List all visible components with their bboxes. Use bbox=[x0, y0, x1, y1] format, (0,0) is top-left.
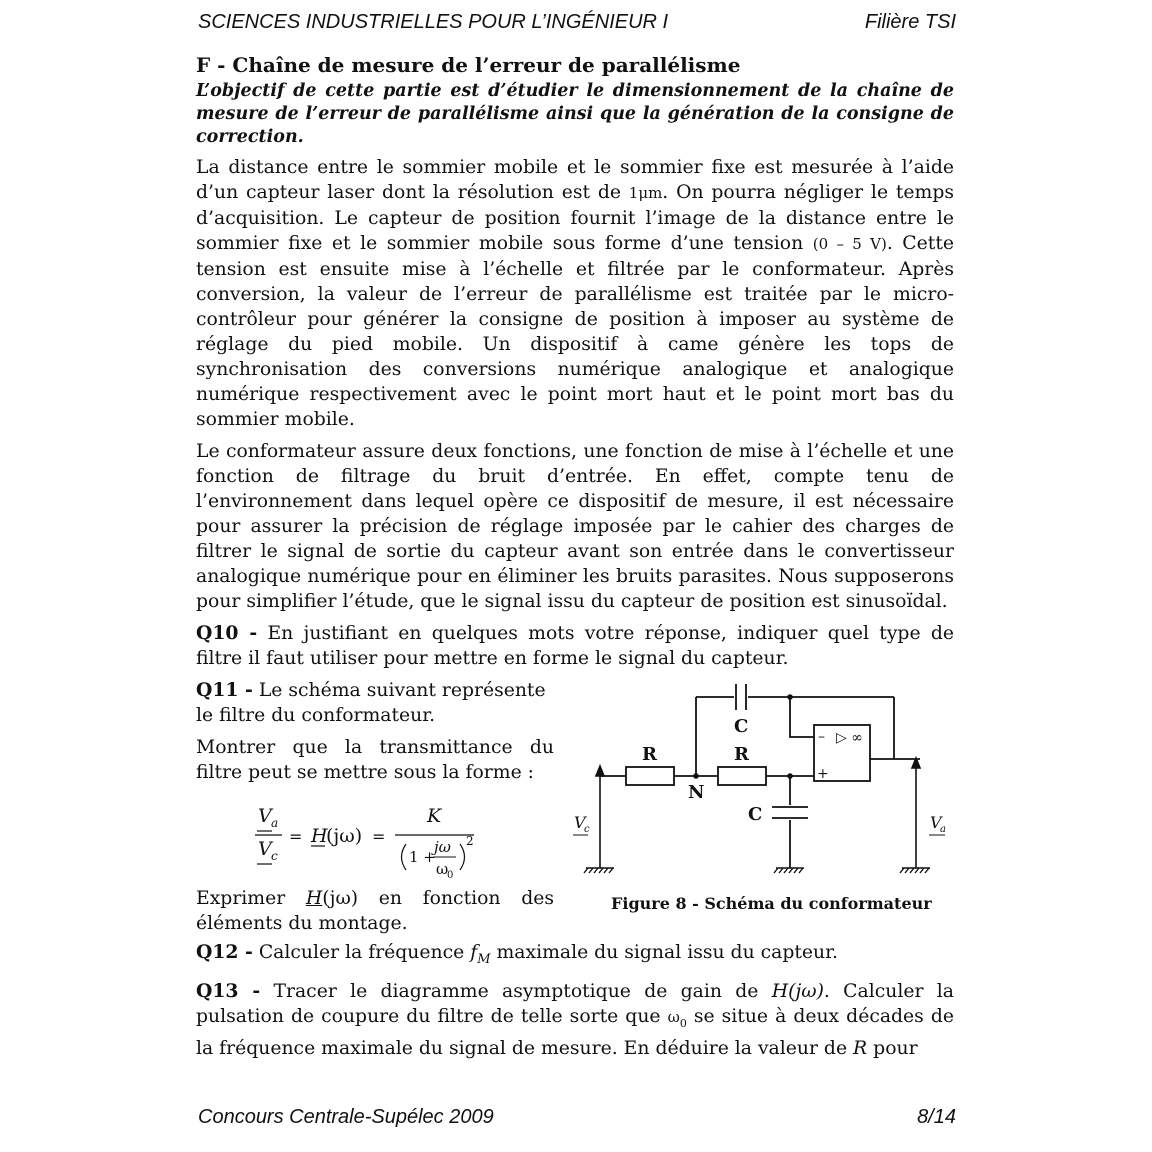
p1-text-a: La distance entre le sommier mobile et le sommier fixe est mesurée à l’aide d’un capteur laser dont la résolution est de bbox=[196, 157, 954, 203]
q13-text-a: Tracer le diagramme asymptotique de gain de bbox=[260, 980, 772, 1002]
formula-eq1: = bbox=[289, 827, 303, 846]
q12-text-a: Calculer la fréquence bbox=[252, 942, 471, 963]
label-vc-sub: c bbox=[584, 824, 590, 835]
ground-2-hatch bbox=[774, 868, 803, 873]
header-right: Filière TSI bbox=[864, 11, 956, 33]
q11-text-3b: en fonction des éléments du montage. bbox=[196, 888, 554, 934]
opamp-plus: + bbox=[817, 766, 829, 782]
label-vc: V bbox=[574, 813, 586, 832]
junction-n bbox=[694, 774, 698, 778]
q11-text-2: Montrer que la transmittance du filtre peut se mettre sous la forme : bbox=[196, 737, 554, 783]
q13-text-b: . Calculer la pulsation de coupure du filtre de telle sorte que bbox=[196, 980, 954, 1027]
p1-voltage-range: (0 – 5 V) bbox=[812, 235, 887, 253]
question-11 bbox=[196, 678, 554, 728]
q10-label: Q10 - bbox=[196, 622, 258, 644]
q13-r: R bbox=[853, 1037, 868, 1059]
q11-block bbox=[196, 678, 954, 940]
resistor-r2 bbox=[718, 767, 766, 785]
q11-h-jw bbox=[306, 888, 358, 909]
formula-vc-sub: c bbox=[271, 849, 278, 863]
q11-text: Le schéma suivant représente le filtre du conformateur. bbox=[196, 680, 546, 726]
label-va-sub: a bbox=[940, 824, 946, 835]
q13-label: Q13 - bbox=[196, 979, 261, 1002]
transmittance-formula bbox=[196, 792, 554, 882]
formula-h: H bbox=[311, 825, 328, 847]
page-footer bbox=[198, 1106, 956, 1134]
paragraph-2: Le conformateur assure deux fonctions, une fonction de mise à l’échelle et une fonction de filtrage du bruit d’entrée. En effet, compte tenu de l’environnement dans lequel opère ce dispositif de mesure, il est nécessaire pour assurer la précision de réglage imposée par le cahier des charges de filtrer le signal de sortie du capteur avant son entrée dans le convertisseur analogique numérique pour en éliminer les bruits parasites. Nous supposerons pour simplifier l’étude, que le signal issu du capteur de position est sinusoïdal. bbox=[196, 441, 954, 612]
q13-h: H(jω) bbox=[771, 980, 824, 1002]
junction-top bbox=[788, 695, 792, 699]
q12-label: Q12 - bbox=[196, 941, 253, 963]
question-13 bbox=[196, 979, 954, 1061]
formula-rparen bbox=[460, 844, 465, 870]
q12-text-b: maximale du signal issu du capteur. bbox=[490, 942, 839, 963]
vc-arrow-head bbox=[596, 766, 604, 776]
ground-symbols bbox=[584, 868, 930, 873]
label-r2: R bbox=[734, 744, 749, 765]
page-header bbox=[198, 11, 956, 39]
formula-lparen bbox=[402, 844, 407, 870]
question-10 bbox=[196, 621, 954, 671]
section-objective: L’objectif de cette partie est d’étudier le dimensionnement de la chaîne de mesure de l’erreur de parallélisme ainsi que la génération de la consigne de correction. bbox=[196, 81, 954, 147]
question-12 bbox=[196, 940, 954, 972]
header-left: SCIENCES INDUSTRIELLES POUR L’INGÉNIEUR I bbox=[198, 11, 669, 33]
ground-3-hatch bbox=[900, 868, 929, 873]
formula-exp: 2 bbox=[466, 834, 474, 848]
footer-page-number: 8/14 bbox=[917, 1106, 956, 1128]
label-r1: R bbox=[642, 744, 657, 765]
junction-cap bbox=[788, 774, 792, 778]
q12-f: f bbox=[470, 942, 478, 963]
opamp-symbol: ▷ ∞ bbox=[836, 730, 863, 746]
section-title: F - Chaîne de mesure de l’erreur de parallélisme bbox=[196, 53, 741, 77]
q13-text-c: se situe à deux décades de la fréquence maximale du signal de mesure. En déduire la valeur de bbox=[196, 1005, 954, 1059]
ground-1-hatch bbox=[584, 868, 613, 873]
q11-text-column bbox=[196, 678, 554, 943]
q11-h: H bbox=[305, 888, 323, 909]
figure-8 bbox=[568, 668, 958, 913]
label-c-bottom: C bbox=[748, 804, 763, 825]
formula-svg bbox=[196, 792, 496, 882]
q13-w0-sub: 0 bbox=[679, 1016, 687, 1030]
formula-va-sub: a bbox=[271, 816, 279, 830]
label-n: N bbox=[688, 782, 705, 803]
q11-label: Q11 - bbox=[196, 679, 253, 701]
p1-resolution: 1μm bbox=[628, 184, 663, 202]
opamp-minus: – bbox=[818, 729, 825, 745]
label-c-top: C bbox=[734, 716, 749, 737]
page-content bbox=[196, 52, 954, 1068]
p1-text-c: . Cette tension est ensuite mise à l’échelle et filtrée par le conformateur. Après conversion, la valeur de l’erreur de parallélisme est traitée par le micro-contrôleur pour générer la consigne de position à imposer au système de réglage du pied mobile. Un dispositif à came génère les tops de synchronisation des conversions numérique analogique et analogique numérique respectivement avec le point mort haut et le point mort bas du sommier mobile. bbox=[196, 233, 954, 430]
formula-w0: ω bbox=[436, 860, 449, 878]
wire-feedback-minus bbox=[790, 697, 814, 737]
formula-jw-num: jω bbox=[434, 838, 451, 856]
q10-text: En justifiant en quelques mots votre réponse, indiquer quel type de filtre il faut utiliser pour mettre en forme le signal du capteur. bbox=[196, 623, 954, 669]
q11-jw: (jω) bbox=[322, 888, 359, 909]
q11-text-3 bbox=[196, 886, 554, 936]
formula-vc: V bbox=[258, 838, 272, 860]
circuit-diagram bbox=[568, 668, 958, 898]
formula-one-plus: 1 + bbox=[409, 848, 436, 866]
label-va: V bbox=[930, 813, 942, 832]
q13-w0: ω bbox=[667, 1007, 680, 1026]
formula-eq2: = bbox=[372, 827, 386, 846]
formula-k: K bbox=[427, 805, 442, 827]
q13-text-d: pour bbox=[867, 1037, 918, 1059]
p1-text-b: . On pourra négliger le temps d’acquisition. Le capteur de position fournit l’image de la distance entre le sommier fixe et le sommier mobile sous forme d’une tension bbox=[196, 182, 954, 254]
formula-jw: (jω) bbox=[326, 825, 363, 847]
formula-w0-sub: 0 bbox=[447, 870, 454, 881]
formula-va: V bbox=[258, 805, 272, 827]
figure-caption: Figure 8 - Schéma du conformateur bbox=[611, 894, 932, 913]
q11-text-3a: Exprimer bbox=[196, 888, 306, 909]
resistor-r1 bbox=[626, 767, 674, 785]
paragraph-1 bbox=[196, 155, 954, 432]
footer-left: Concours Centrale-Supélec 2009 bbox=[198, 1106, 494, 1128]
q12-f-sub: M bbox=[477, 951, 491, 967]
